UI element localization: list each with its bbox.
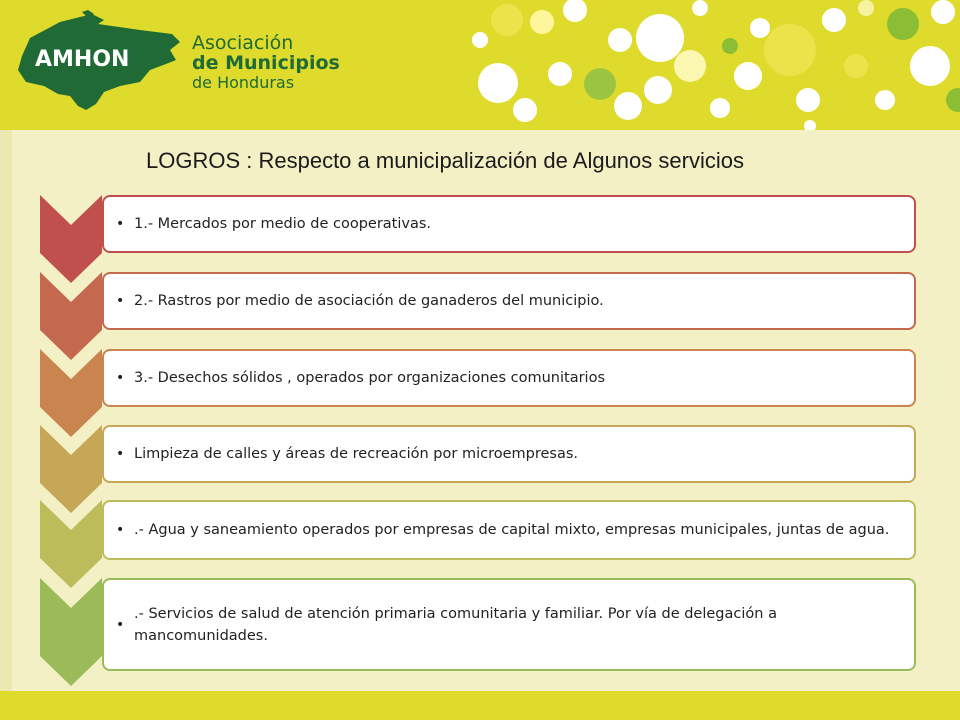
bullet-icon: •	[116, 446, 125, 462]
list-item-box	[102, 349, 916, 407]
list-item-box	[102, 578, 916, 671]
bullet-icon: •	[116, 216, 125, 232]
header-banner	[0, 0, 960, 130]
org-name-line3: de Honduras	[192, 73, 295, 92]
list-item-text: .- Servicios de salud de atención primaria comunitaria y familiar. Por vía de delegación a mancomunidades.	[134, 605, 777, 644]
org-name-line1: Asociación	[192, 32, 294, 54]
org-name-line2: de Municipios	[192, 52, 340, 74]
list-item-box	[102, 195, 916, 253]
bullet-icon: •	[116, 293, 125, 309]
chevron-arrow-icon	[40, 272, 104, 360]
chevron-arrow-icon	[40, 578, 104, 686]
list-item	[40, 195, 920, 283]
chevron-arrow-icon	[40, 500, 104, 588]
list-item	[40, 349, 920, 437]
chevron-arrow-icon	[40, 349, 104, 437]
list-item-text: Limpieza de calles y áreas de recreación por microempresas.	[134, 446, 579, 462]
list-item	[40, 578, 920, 686]
list-item-text: 1.- Mercados por medio de cooperativas.	[134, 216, 432, 232]
bullet-icon: •	[116, 370, 125, 386]
logo-text: AMHON	[35, 47, 130, 72]
bullet-icon: •	[116, 616, 125, 633]
list-item-text: 3.- Desechos sólidos , operados por organizaciones comunitarios	[134, 370, 605, 386]
decorative-bubbles	[0, 0, 960, 130]
list-item-box	[102, 425, 916, 483]
chevron-arrow-icon	[40, 195, 104, 283]
list-item	[40, 500, 920, 588]
list-item-text: .- Agua y saneamiento operados por empresas de capital mixto, empresas municipales, juntas de agua.	[134, 522, 890, 538]
bullet-icon: •	[116, 522, 125, 538]
footer-strip	[0, 691, 960, 720]
list-item-box	[102, 500, 916, 560]
list-item-box	[102, 272, 916, 330]
list-item-text: 2.- Rastros por medio de asociación de ganaderos del municipio.	[134, 293, 604, 309]
panel-edge	[0, 130, 12, 691]
list-item	[40, 272, 920, 360]
page-title: LOGROS : Respecto a municipalización de Algunos servicios	[146, 148, 744, 173]
